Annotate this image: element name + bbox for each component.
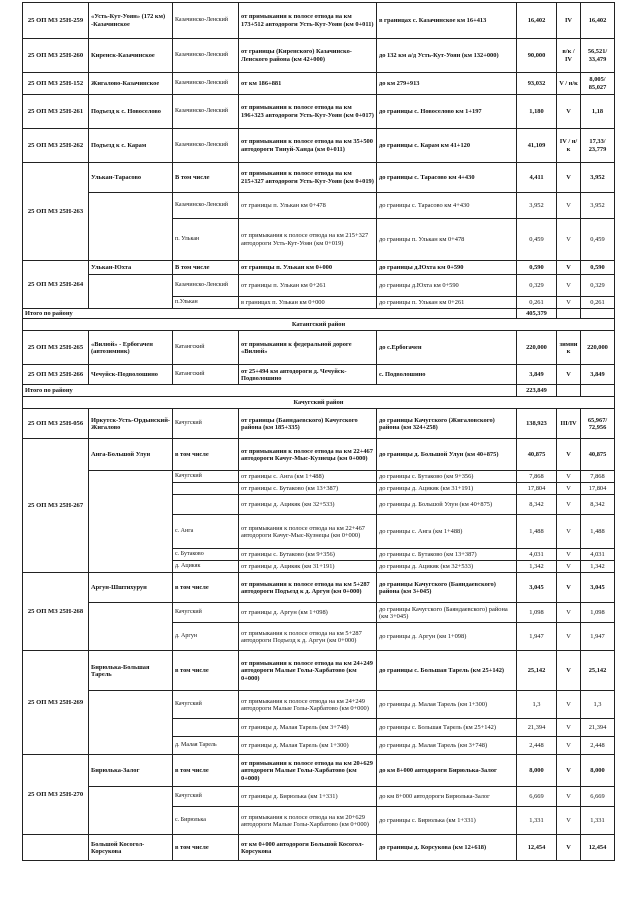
table-cell: 21,394: [581, 719, 615, 737]
table-cell: 6,669: [581, 787, 615, 807]
table-cell: IV / н/к: [557, 129, 581, 163]
table-cell: V: [557, 691, 581, 719]
table-cell: V: [557, 95, 581, 129]
table-cell: п.Улькан: [173, 297, 239, 309]
table-cell: в границах с. Казачинское км 16+413: [377, 3, 517, 39]
table-cell: Качугский: [173, 471, 239, 483]
table-row: [23, 331, 615, 365]
table-cell: 56,521/ 33,479: [581, 39, 615, 73]
table-cell: [557, 309, 581, 319]
table-cell: от км 186+881: [239, 73, 377, 95]
table-cell: 16,402: [581, 3, 615, 39]
table-cell: Иркутск-Усть-Ордынский-Жигалово: [89, 409, 173, 439]
table-cell: 223,849: [517, 385, 557, 397]
table-cell: V / н/к: [557, 73, 581, 95]
table-cell: 25 ОП МЗ 25Н-056: [23, 409, 89, 439]
table-cell: до границы с. Карам км 41+120: [377, 129, 517, 163]
table-cell: 41,109: [517, 129, 557, 163]
road-table: [22, 2, 615, 861]
table-cell: Катангский: [173, 365, 239, 385]
table-cell: 1,488: [581, 515, 615, 549]
table-cell: д. Малая Тарель: [173, 737, 239, 755]
table-row: [23, 73, 615, 95]
table-cell: 40,875: [581, 439, 615, 471]
table-cell: 25 ОП МЗ 25Н-260: [23, 39, 89, 73]
table-cell: Итого по району: [23, 309, 517, 319]
table-cell: 21,394: [517, 719, 557, 737]
table-cell: от примыкания к федеральной дороге «Вилюй»: [239, 331, 377, 365]
table-row: [23, 309, 615, 319]
table-cell: «Вилюй» - Ербогачен (автозимник): [89, 331, 173, 365]
table-cell: V: [557, 651, 581, 691]
table-cell: Качугский: [173, 787, 239, 807]
table-cell: V: [557, 471, 581, 483]
table-cell: д. Ацикяк: [173, 561, 239, 573]
table-cell: [581, 309, 615, 319]
table-cell: до границы с. Бутаково (км 13+387): [377, 549, 517, 561]
table-cell: от примыкания к полосе отвода на км 24+249 автодороги Малые Голы-Харбатово (км 0+000): [239, 651, 377, 691]
table-cell: от примыкания к полосе отвода на км 5+287 автодороги Подъезд к д. Аргун (км 0+000): [239, 573, 377, 603]
table-cell: [89, 471, 173, 573]
table-cell: V: [557, 261, 581, 275]
table-cell: до границы с. Тарасово км 4+430: [377, 193, 517, 219]
table-cell: в том числе: [173, 651, 239, 691]
table-cell: 17,33/ 23,779: [581, 129, 615, 163]
table-cell: 25 ОП МЗ 25Н-259: [23, 3, 89, 39]
table-cell: 1,331: [517, 807, 557, 835]
table-cell: Казачинско-Ленский: [173, 3, 239, 39]
table-cell: V: [557, 439, 581, 471]
table-cell: с. Бутаково: [173, 549, 239, 561]
table-row: [23, 39, 615, 73]
table-cell: от примыкания к полосе отвода на км 22+467 автодороги Качуг-Мыс-Кузнецы (км 0+000): [239, 439, 377, 471]
table-cell: V: [557, 275, 581, 297]
table-cell: с. Анга: [173, 515, 239, 549]
table-cell: от границы (Баяндаевского) Качугского района (км 185+335): [239, 409, 377, 439]
table-cell: в том числе: [173, 439, 239, 471]
table-cell: [581, 385, 615, 397]
table-cell: V: [557, 515, 581, 549]
table-cell: V: [557, 365, 581, 385]
table-cell: 6,669: [517, 787, 557, 807]
table-cell: 25 ОП МЗ 25Н-267: [23, 439, 89, 573]
table-row: [23, 129, 615, 163]
table-cell: от примыкания к полосе отвода на км 24+249 автодороги Малые Голы-Харбатово (км 0+000): [239, 691, 377, 719]
table-cell: до границы д. Аргун (км 1+098): [377, 623, 517, 651]
table-cell: 25 ОП МЗ 25Н-261: [23, 95, 89, 129]
table-cell: 220,000: [517, 331, 557, 365]
table-cell: 0,590: [581, 261, 615, 275]
table-cell: 2,448: [581, 737, 615, 755]
table-row: [23, 193, 615, 219]
table-cell: 8,342: [581, 495, 615, 515]
table-cell: 1,3: [581, 691, 615, 719]
table-cell: Качугский: [173, 691, 239, 719]
table-cell: V: [557, 163, 581, 193]
table-cell: В том числе: [173, 261, 239, 275]
table-cell: 25,142: [581, 651, 615, 691]
table-cell: 3,045: [581, 573, 615, 603]
table-cell: 25 ОП МЗ 25Н-262: [23, 129, 89, 163]
table-cell: 16,402: [517, 3, 557, 39]
table-cell: до границы д. Корсукова (км 12+618): [377, 835, 517, 861]
table-cell: 220,000: [581, 331, 615, 365]
table-cell: от примыкания к полосе отвода на км 22+467 автодороги Качуг-Мыс-Кузнецы (км 0+000): [239, 515, 377, 549]
table-cell: Казачинско-Ленский: [173, 73, 239, 95]
table-cell: в границах п. Улькан км 0+000: [239, 297, 377, 309]
table-cell: от границы с. Анга (км 1+488): [239, 471, 377, 483]
table-cell: 25 ОП МЗ 25Н-270: [23, 755, 89, 835]
table-cell: 3,849: [517, 365, 557, 385]
table-cell: до границы д.Юхта км 0+590: [377, 261, 517, 275]
table-row: [23, 787, 615, 807]
table-cell: 65,967/ 72,956: [581, 409, 615, 439]
table-cell: до границы д. Малая Тарель (км 3+748): [377, 737, 517, 755]
table-cell: от примыкания к полосе отвода на км 35+500 автодороги Тинуй-Ханда (км 0+011): [239, 129, 377, 163]
table-cell: 3,952: [581, 163, 615, 193]
table-cell: 93,032: [517, 73, 557, 95]
table-cell: [173, 483, 239, 495]
table-cell: [89, 275, 173, 309]
table-cell: V: [557, 807, 581, 835]
table-cell: от границы с. Бутаково (км 13+387): [239, 483, 377, 495]
table-row: [23, 651, 615, 691]
table-row: [23, 95, 615, 129]
table-cell: до границы с. Анга (км 1+488): [377, 515, 517, 549]
table-row: [23, 275, 615, 297]
table-cell: до границы с. Бутаково (км 9+356): [377, 471, 517, 483]
table-cell: V: [557, 549, 581, 561]
table-cell: Казачинско-Ленский: [173, 193, 239, 219]
table-cell: 90,000: [517, 39, 557, 73]
table-cell: от границы д. Ацикяк (км 32+533): [239, 495, 377, 515]
table-cell: V: [557, 483, 581, 495]
table-cell: Анга-Большой Улун: [89, 439, 173, 471]
table-cell: V: [557, 623, 581, 651]
table-cell: от км 0+000 автодороги Большой Косогол-Корсукова: [239, 835, 377, 861]
table-cell: Казачинско-Ленский: [173, 275, 239, 297]
table-cell: до границы п. Улькан км 0+478: [377, 219, 517, 261]
table-cell: 12,454: [517, 835, 557, 861]
table-cell: V: [557, 561, 581, 573]
table-cell: 1,947: [517, 623, 557, 651]
table-cell: Большой Косогол-Корсукова: [89, 835, 173, 861]
table-cell: V: [557, 495, 581, 515]
table-row: [23, 573, 615, 603]
table-cell: [89, 193, 173, 261]
table-cell: от примыкания к полосе отвода на км 20+629 автодороги Малые Голы-Харбатово (км 0+000): [239, 807, 377, 835]
table-cell: в том числе: [173, 835, 239, 861]
table-cell: [173, 495, 239, 515]
table-cell: Качугский: [173, 603, 239, 623]
table-cell: Качугский: [173, 409, 239, 439]
table-cell: [89, 787, 173, 835]
table-cell: от примыкания к полосе отвода на км 5+287 автодороги Подъезд к д. Аргун (км 0+000): [239, 623, 377, 651]
table-cell: [89, 603, 173, 651]
table-cell: [557, 385, 581, 397]
table-cell: 0,590: [517, 261, 557, 275]
table-cell: 8,005/ 85,027: [581, 73, 615, 95]
table-cell: Бирюлька-Залог: [89, 755, 173, 787]
table-cell: 8,342: [517, 495, 557, 515]
table-cell: 1,3: [517, 691, 557, 719]
table-cell: Подъезд к с. Карам: [89, 129, 173, 163]
table-cell: 25 ОП МЗ 25Н-265: [23, 331, 89, 365]
table-cell: от границы д. Ацикяк (км 31+191): [239, 561, 377, 573]
table-cell: от границы д. Малая Тарель (км 1+300): [239, 737, 377, 755]
table-row: [23, 397, 615, 409]
table-row: [23, 163, 615, 193]
table-cell: V: [557, 835, 581, 861]
table-row: [23, 319, 615, 331]
table-row: [23, 755, 615, 787]
table-cell: 1,947: [581, 623, 615, 651]
table-cell: [23, 835, 89, 861]
table-row: [23, 471, 615, 483]
table-cell: в/к / IV: [557, 39, 581, 73]
table-cell: В том числе: [173, 163, 239, 193]
table-cell: до границы с. Тарасово км 4+430: [377, 163, 517, 193]
table-cell: от 25+494 км автодороги д. Чечуйск-Подволошино: [239, 365, 377, 385]
table-cell: Жигалово-Казачинское: [89, 73, 173, 95]
table-cell: 3,849: [581, 365, 615, 385]
table-cell: 1,180: [517, 95, 557, 129]
table-cell: от примыкания к полосе отвода на км 196+323 автодороги Усть-Кут-Уоян (км 0+017): [239, 95, 377, 129]
table-cell: 25 ОП МЗ 25Н-263: [23, 163, 89, 261]
table-cell: 1,331: [581, 807, 615, 835]
table-cell: III/IV: [557, 409, 581, 439]
table-row: [23, 439, 615, 471]
table-cell: 0,329: [517, 275, 557, 297]
table-cell: Казачинско-Ленский: [173, 39, 239, 73]
table-cell: 25,142: [517, 651, 557, 691]
table-cell: 8,000: [581, 755, 615, 787]
table-cell: [173, 719, 239, 737]
table-cell: от границы с. Бутаково (км 9+356): [239, 549, 377, 561]
table-cell: Улькан-Юхта: [89, 261, 173, 275]
table-cell: до границы д. Ацикяк (км 31+191): [377, 483, 517, 495]
table-cell: 25 ОП МЗ 25Н-269: [23, 651, 89, 755]
table-cell: 1,342: [581, 561, 615, 573]
table-cell: с. Подволошино: [377, 365, 517, 385]
table-cell: V: [557, 719, 581, 737]
table-cell: Киренск-Казачинское: [89, 39, 173, 73]
table-cell: 0,459: [517, 219, 557, 261]
table-row: [23, 603, 615, 623]
table-cell: до границы д. Большой Улун (км 40+875): [377, 495, 517, 515]
table-cell: 7,868: [581, 471, 615, 483]
table-cell: с. Бирюлька: [173, 807, 239, 835]
table-cell: 25 ОП МЗ 25Н-152: [23, 73, 89, 95]
table-cell: Качугский район: [23, 397, 615, 409]
table-cell: V: [557, 219, 581, 261]
table-cell: 7,868: [517, 471, 557, 483]
table-cell: от примыкания к полосе отвода на км 20+629 автодороги Малые Голы-Харбатово (км 0+000): [239, 755, 377, 787]
table-cell: Аргун-Шштихурун: [89, 573, 173, 603]
table-cell: от границы п. Улькан км 0+000: [239, 261, 377, 275]
table-cell: до границы с. Большая Тарель (км 25+142): [377, 719, 517, 737]
table-cell: 3,952: [581, 193, 615, 219]
table-cell: до границы Качугского (Баяндаевского) района (км 3+045): [377, 603, 517, 623]
table-cell: до 132 км а/д Усть-Кут-Уоян (км 132+000): [377, 39, 517, 73]
table-cell: от примыкания к полосе отвода на км 215+327 автодороги Усть-Кут-Уоян (км 0+019): [239, 219, 377, 261]
table-cell: Казачинско-Ленский: [173, 129, 239, 163]
table-cell: до границы д.Юхта км 0+590: [377, 275, 517, 297]
table-cell: 40,875: [517, 439, 557, 471]
table-cell: до границы с. Новоселово км 1+197: [377, 95, 517, 129]
table-cell: 4,411: [517, 163, 557, 193]
table-cell: V: [557, 297, 581, 309]
table-cell: от границы д. Бирюлька (км 1+331): [239, 787, 377, 807]
table-cell: от примыкания к полосе отвода на км 173+512 автодороги Усть-Кут-Уоян (км 0+011): [239, 3, 377, 39]
table-cell: 17,804: [581, 483, 615, 495]
table-cell: 0,261: [517, 297, 557, 309]
table-cell: от примыкания к полосе отвода на км 215+327 автодороги Усть-Кут-Уоян (км 0+019): [239, 163, 377, 193]
table-cell: 25 ОП МЗ 25Н-264: [23, 261, 89, 309]
table-cell: [89, 691, 173, 755]
table-cell: Улькан-Тарасово: [89, 163, 173, 193]
table-cell: 17,804: [517, 483, 557, 495]
table-cell: 0,329: [581, 275, 615, 297]
table-cell: 0,459: [581, 219, 615, 261]
table-cell: Чечуйск-Подволошино: [89, 365, 173, 385]
table-cell: V: [557, 737, 581, 755]
table-cell: V: [557, 603, 581, 623]
table-cell: 3,952: [517, 193, 557, 219]
table-cell: 3,045: [517, 573, 557, 603]
table-cell: до границы с. Большая Тарель (км 25+142): [377, 651, 517, 691]
table-cell: «Усть-Кут-Уоян» (172 км) -Казачинское: [89, 3, 173, 39]
table-row: [23, 691, 615, 719]
table-cell: Подъезд к с. Новоселово: [89, 95, 173, 129]
table-cell: 1,18: [581, 95, 615, 129]
table-row: [23, 365, 615, 385]
table-cell: от границы п. Улькан км 0+478: [239, 193, 377, 219]
table-cell: V: [557, 787, 581, 807]
table-cell: Катангский: [173, 331, 239, 365]
table-cell: 25 ОП МЗ 25Н-268: [23, 573, 89, 651]
table-cell: от границы п. Улькан км 0+261: [239, 275, 377, 297]
table-cell: 1,098: [581, 603, 615, 623]
table-cell: до км 279+913: [377, 73, 517, 95]
table-cell: 405,379: [517, 309, 557, 319]
table-row: [23, 385, 615, 397]
table-cell: 12,454: [581, 835, 615, 861]
table-cell: 138,923: [517, 409, 557, 439]
table-cell: V: [557, 573, 581, 603]
table-cell: 2,448: [517, 737, 557, 755]
table-cell: от границы д. Аргун (км 1+098): [239, 603, 377, 623]
table-cell: до границы Качугского (Баяндаевского) района (км 3+045): [377, 573, 517, 603]
table-cell: 25 ОП МЗ 25Н-266: [23, 365, 89, 385]
table-cell: до км 8+000 автодороги Бирюлька-Залог: [377, 755, 517, 787]
table-cell: от границы д. Малая Тарель (км 3+748): [239, 719, 377, 737]
table-cell: в том числе: [173, 573, 239, 603]
table-row: [23, 835, 615, 861]
table-cell: до км 8+000 автодороги Бирюлька-Залог: [377, 787, 517, 807]
table-cell: 4,031: [581, 549, 615, 561]
table-cell: до границы д. Малая Тарель (км 1+300): [377, 691, 517, 719]
table-cell: 8,000: [517, 755, 557, 787]
table-cell: зимник: [557, 331, 581, 365]
table-cell: IV: [557, 3, 581, 39]
table-row: [23, 261, 615, 275]
table-row: [23, 409, 615, 439]
table-cell: до границы д. Ацикяк (км 32+533): [377, 561, 517, 573]
table-cell: V: [557, 193, 581, 219]
table-cell: Катангский район: [23, 319, 615, 331]
table-cell: до границы п. Улькан км 0+261: [377, 297, 517, 309]
table-cell: 1,488: [517, 515, 557, 549]
table-cell: д. Аргун: [173, 623, 239, 651]
table-cell: 4,031: [517, 549, 557, 561]
table-cell: Итого по району: [23, 385, 517, 397]
table-cell: 1,342: [517, 561, 557, 573]
table-cell: до границы с. Бирюлька (км 1+331): [377, 807, 517, 835]
road-register-document: [22, 2, 614, 861]
table-cell: до с.Ербогачен: [377, 331, 517, 365]
table-cell: 1,098: [517, 603, 557, 623]
table-row: [23, 3, 615, 39]
table-cell: 0,261: [581, 297, 615, 309]
table-cell: в том числе: [173, 755, 239, 787]
table-cell: Казачинско-Ленский: [173, 95, 239, 129]
table-cell: до границы д. Большой Улун (км 40+875): [377, 439, 517, 471]
table-cell: Бирюлька-Большая Тарель: [89, 651, 173, 691]
table-cell: от границы (Киренского) Казачинско-Ленского района (км 42+000): [239, 39, 377, 73]
table-cell: V: [557, 755, 581, 787]
table-cell: п. Улькан: [173, 219, 239, 261]
table-cell: до границы Качугского (Жигаловского) района (км 324+258): [377, 409, 517, 439]
